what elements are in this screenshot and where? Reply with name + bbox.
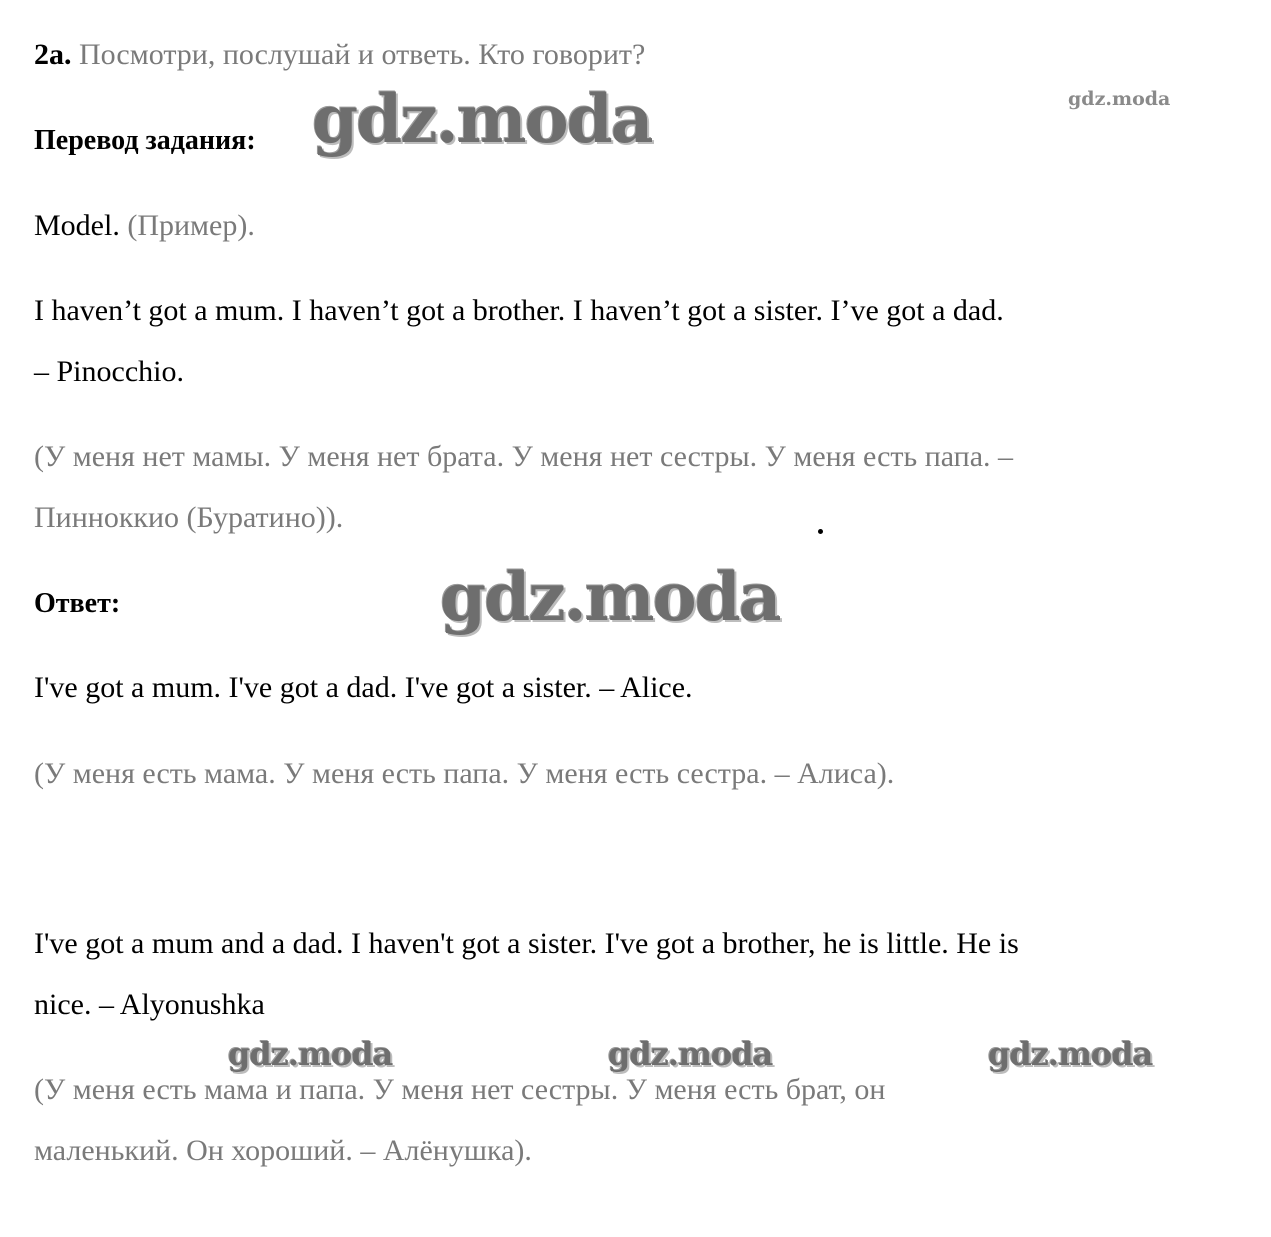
model-label-ru: (Пример). [127,209,255,242]
watermark-logo: gdz.moda [988,1035,1153,1073]
watermark-logo: gdz.moda [608,1035,773,1073]
answer-heading: Ответ: [34,588,121,619]
model-line [34,209,255,243]
watermark-logo: gdz.moda [312,80,652,158]
answer2-ru-line-2: маленький. Он хороший. – Алёнушка). [34,1134,532,1167]
answer1-en: I've got a mum. I've got a dad. I've got a sister. – Alice. [34,671,693,704]
answer2-en-line-1: I've got a mum and a dad. I haven't got a sister. I've got a brother, he is little. He is [34,927,1019,960]
task-number: 2a. [34,38,72,71]
model-en-line-2: – Pinocchio. [34,355,184,388]
model-ru-line-2: Пинноккио (Буратино)). [34,501,344,534]
task-instruction: Посмотри, послушай и ответь. Кто говорит? [79,38,646,71]
model-label: Model. [34,209,120,242]
translation-heading: Перевод задания: [34,125,256,156]
model-ru-line-1: (У меня нет мамы. У меня нет брата. У меня нет сестры. У меня есть папа. – [34,440,1014,473]
watermark-logo: gdz.moda [440,558,780,636]
answer2-en-line-2: nice. – Alyonushka [34,988,265,1021]
watermark-logo: gdz.moda [228,1035,393,1073]
watermark-logo: gdz.moda [1068,88,1171,110]
answer2-ru-line-1: (У меня есть мама и папа. У меня нет сестры. У меня есть брат, он [34,1073,886,1106]
model-en-line-1: I haven’t got a mum. I haven’t got a brother. I haven’t got a sister. I’ve got a dad. [34,294,1004,327]
stray-dot [818,529,823,534]
answer1-ru: (У меня есть мама. У меня есть папа. У меня есть сестра. – Алиса). [34,757,895,790]
task-line [34,38,645,72]
